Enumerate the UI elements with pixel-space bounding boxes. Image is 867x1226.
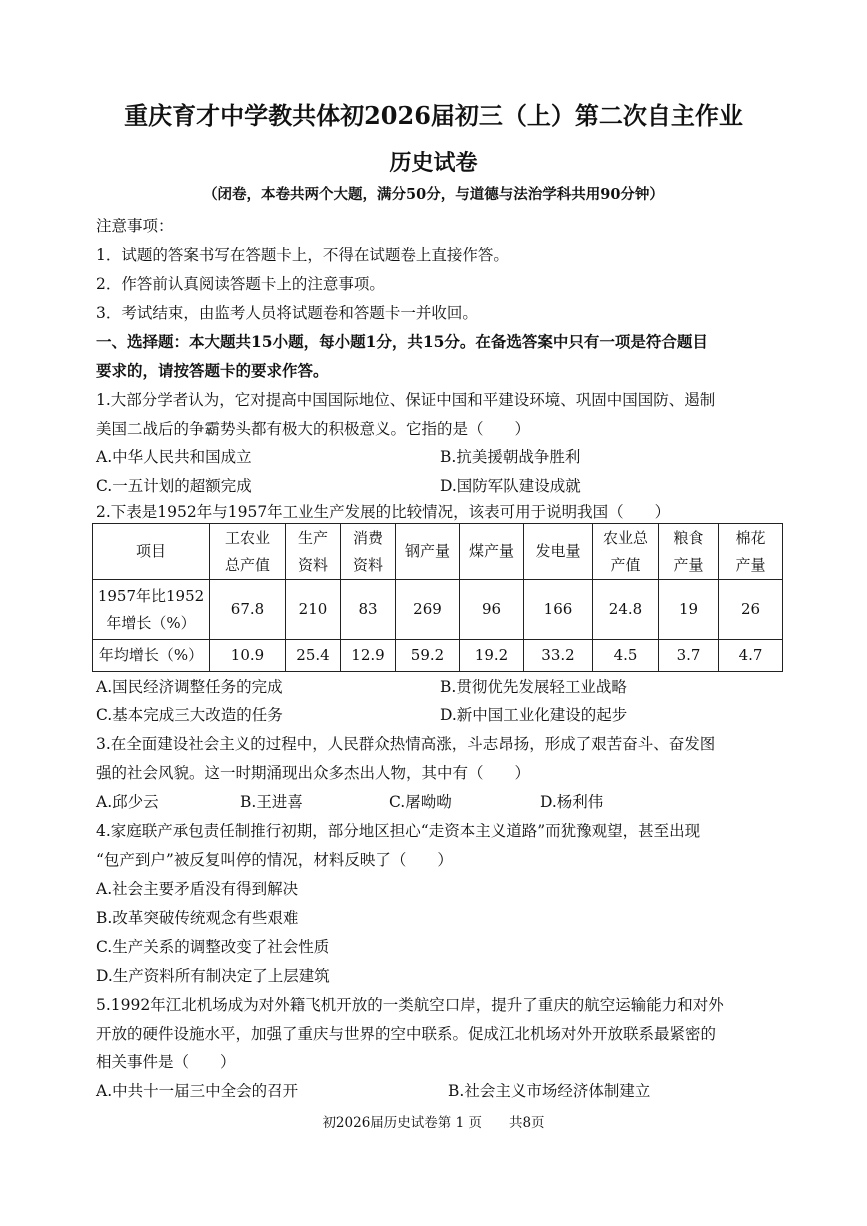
question-2-option-d: D.新中国工业化建设的起步 [440,706,628,724]
question-3-option-d: D.杨利伟 [540,793,604,811]
table-cell: 19 [659,580,719,640]
table-header-cell: 钢产量 [396,524,460,580]
table-cell: 3.7 [659,640,719,672]
table-cell: 24.8 [593,580,659,640]
table-cell: 269 [396,580,460,640]
question-3-option-b: B.王进喜 [240,793,303,811]
section-heading: 一、选择题：本大题共15小题，每小题1分，共15分。在备选答案中只有一项是符合题目 [96,332,708,351]
question-4-stem: 4.家庭联产承包责任制推行初期，部分地区担心“走资本主义道路”而犹豫观望，甚至出现 [96,822,701,840]
question-1-stem: 美国二战后的争霸势头都有极大的积极意义。它指的是（ ） [96,420,531,438]
table-cell: 12.9 [341,640,396,672]
table-cell: 4.7 [719,640,783,672]
table-header-cell: 棉花 产量 [719,524,783,580]
question-4-option-a: A.社会主要矛盾没有得到解决 [96,880,299,898]
table-header-row [93,524,783,580]
table-row-label: 年均增长（%） [93,640,210,672]
question-1-option-d: D.国防军队建设成就 [440,477,581,495]
question-4-stem: “包产到户”被反复叫停的情况，材料反映了（ ） [96,851,453,869]
notice-item: 2．作答前认真阅读答题卡上的注意事项。 [96,275,385,293]
question-1-option-b: B.抗美援朝战争胜利 [440,448,581,466]
notice-item: 3．考试结束，由监考人员将试题卷和答题卡一并收回。 [96,304,478,322]
notice-item: 1．试题的答案书写在答题卡上，不得在试题卷上直接作答。 [96,246,509,264]
table-header-cell: 消费 资料 [341,524,396,580]
industry-comparison-table [92,523,783,672]
question-4-option-b: B.改革突破传统观念有些艰难 [96,909,299,927]
question-1-option-c: C.一五计划的超额完成 [96,477,252,495]
table-cell: 19.2 [460,640,524,672]
table-cell: 166 [524,580,593,640]
table-header-cell: 粮食 产量 [659,524,719,580]
question-5-option-a: A.中共十一届三中全会的召开 [96,1082,299,1100]
table-cell: 33.2 [524,640,593,672]
table-cell: 96 [460,580,524,640]
question-5-stem: 相关事件是（ ） [96,1053,236,1071]
exam-note: （闭卷，本卷共两个大题，满分50分，与道德与法治学科共用90分钟） [203,186,664,203]
table-cell: 67.8 [210,580,286,640]
exam-subject: 历史试卷 [389,150,478,176]
question-4-option-d: D.生产资料所有制决定了上层建筑 [96,967,330,985]
question-3-option-c: C.屠呦呦 [389,793,452,811]
exam-title: 重庆育才中学教共体初2026届初三（上）第二次自主作业 [124,101,743,130]
notice-heading: 注意事项： [96,217,174,235]
table-row [93,640,783,672]
question-2-option-b: B.贯彻优先发展轻工业战略 [440,678,627,696]
question-5-option-b: B.社会主义市场经济体制建立 [448,1082,651,1100]
table-cell: 10.9 [210,640,286,672]
question-2-stem: 2.下表是1952年与1957年工业生产发展的比较情况，该表可用于说明我国（ ） [96,503,671,521]
table-cell: 210 [286,580,341,640]
table-cell: 59.2 [396,640,460,672]
table-header-cell: 发电量 [524,524,593,580]
question-3-stem: 强的社会风貌。这一时期涌现出众多杰出人物，其中有（ ） [96,764,531,782]
question-3-option-a: A.邱少云 [96,793,159,811]
question-1-option-a: A.中华人民共和国成立 [96,448,252,466]
table-cell: 4.5 [593,640,659,672]
table-cell: 26 [719,580,783,640]
question-4-option-c: C.生产关系的调整改变了社会性质 [96,938,330,956]
question-3-stem: 3.在全面建设社会主义的过程中，人民群众热情高涨，斗志昂扬，形成了艰苦奋斗、奋发图 [96,735,716,753]
table-row-label: 1957年比1952 年增长（%） [93,580,210,640]
question-2-option-a: A.国民经济调整任务的完成 [96,678,283,696]
table-header-cell: 项目 [93,524,210,580]
question-1-stem: 1.大部分学者认为，它对提高中国国际地位、保证中国和平建设环境、巩固中国国防、遏制 [96,391,716,409]
table-header-cell: 农业总 产值 [593,524,659,580]
table-header-cell: 煤产量 [460,524,524,580]
question-2-option-c: C.基本完成三大改造的任务 [96,706,283,724]
table-cell: 25.4 [286,640,341,672]
table-header-cell: 生产 资料 [286,524,341,580]
question-5-stem: 5.1992年江北机场成为对外籍飞机开放的一类航空口岸，提升了重庆的航空运输能力和对外 [96,996,724,1014]
table-header-cell: 工农业 总产值 [210,524,286,580]
section-heading: 要求的，请按答题卡的要求作答。 [96,361,329,380]
page-footer: 初2026届历史试卷第 1 页 共8页 [322,1115,545,1131]
question-5-stem: 开放的硬件设施水平，加强了重庆与世界的空中联系。促成江北机场对外开放联系最紧密的 [96,1025,717,1043]
table-cell: 83 [341,580,396,640]
table-row [93,580,783,640]
